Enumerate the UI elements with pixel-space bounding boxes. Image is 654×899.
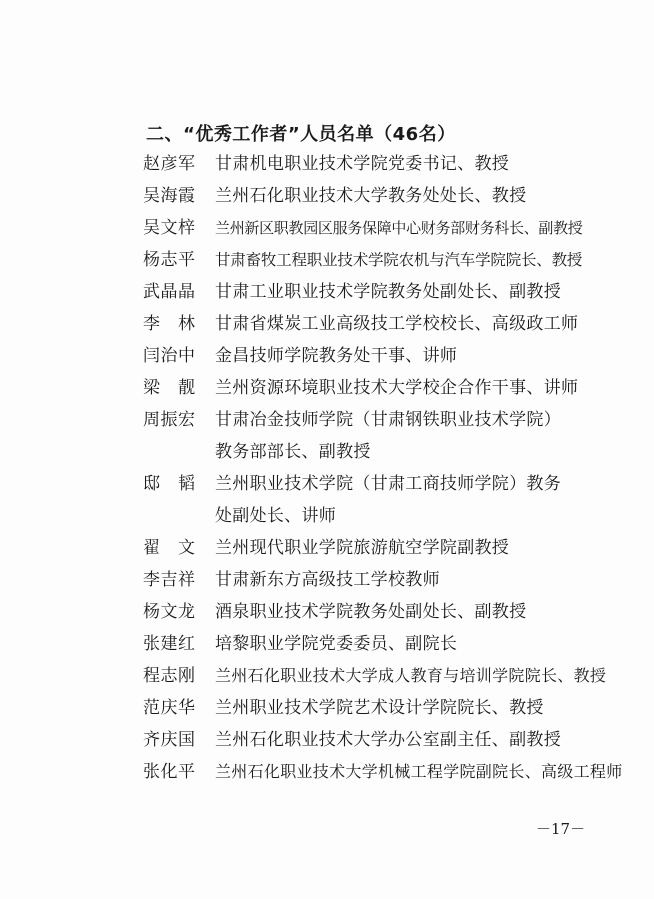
person-title: 甘肃畜牧工程职业技术学院农机与汽车学院院长、教授 bbox=[215, 251, 583, 269]
person-name: 邸 韬 bbox=[143, 474, 196, 494]
person-name: 程志刚 bbox=[143, 666, 196, 686]
person-title: 兰州石化职业技术大学机械工程学院副院长、高级工程师 bbox=[215, 762, 623, 781]
person-title: 培黎职业学院党委委员、副院长 bbox=[215, 634, 458, 654]
list-item bbox=[143, 276, 613, 308]
person-name: 齐庆国 bbox=[143, 730, 196, 750]
person-name: 武晶晶 bbox=[143, 282, 196, 302]
person-name: 杨志平 bbox=[143, 250, 196, 270]
person-title: 甘肃机电职业技术学院党委书记、教授 bbox=[215, 154, 510, 174]
awardee-list bbox=[143, 148, 623, 788]
person-title: 兰州石化职业技术大学办公室副主任、副教授 bbox=[215, 730, 561, 750]
list-item bbox=[143, 404, 613, 468]
person-title: 兰州现代职业学院旅游航空学院副教授 bbox=[215, 538, 510, 558]
list-item bbox=[143, 468, 613, 532]
person-name: 翟 文 bbox=[143, 538, 196, 558]
list-item bbox=[143, 212, 613, 244]
list-item bbox=[143, 596, 613, 628]
person-title: 甘肃新东方高级技工学校教师 bbox=[215, 570, 440, 590]
person-title: 兰州石化职业技术大学教务处处长、教授 bbox=[215, 186, 527, 206]
person-title: 金昌技师学院教务处干事、讲师 bbox=[215, 346, 458, 366]
person-title: 甘肃冶金技师学院（甘肃钢铁职业技术学院）教务部部长、副教授 bbox=[215, 410, 561, 462]
list-item bbox=[143, 660, 613, 692]
person-title: 甘肃省煤炭工业高级技工学校校长、高级政工师 bbox=[215, 314, 579, 334]
person-name: 杨文龙 bbox=[143, 602, 196, 622]
list-item bbox=[143, 308, 613, 340]
person-name: 李吉祥 bbox=[143, 570, 196, 590]
list-item bbox=[143, 756, 623, 788]
person-name: 周振宏 bbox=[143, 410, 196, 430]
list-item bbox=[143, 340, 613, 372]
person-name: 吴海霞 bbox=[143, 186, 196, 206]
list-item bbox=[143, 180, 613, 212]
person-title: 兰州石化职业技术大学成人教育与培训学院院长、教授 bbox=[215, 666, 607, 685]
list-item bbox=[143, 724, 613, 756]
person-name: 李 林 bbox=[143, 314, 196, 334]
person-name: 张化平 bbox=[143, 762, 196, 782]
section-heading: 二、“优秀工作者”人员名单（46名） bbox=[146, 124, 456, 145]
list-item bbox=[143, 372, 613, 404]
person-name: 赵彦军 bbox=[143, 154, 196, 174]
person-title: 酒泉职业技术学院教务处副处长、副教授 bbox=[215, 602, 527, 622]
person-title: 兰州职业技术学院艺术设计学院院长、教授 bbox=[215, 698, 544, 718]
person-name: 范庆华 bbox=[143, 698, 196, 718]
list-item bbox=[143, 564, 613, 596]
list-item bbox=[143, 532, 613, 564]
person-name: 梁 靓 bbox=[143, 378, 196, 398]
list-item bbox=[143, 244, 613, 276]
person-title: 甘肃工业职业技术学院教务处副处长、副教授 bbox=[215, 282, 561, 302]
list-item bbox=[143, 148, 613, 180]
list-item bbox=[143, 692, 613, 724]
page-number: －17－ bbox=[536, 820, 586, 838]
person-title: 兰州资源环境职业技术大学校企合作干事、讲师 bbox=[215, 378, 579, 398]
person-title: 兰州职业技术学院（甘肃工商技师学院）教务处副处长、讲师 bbox=[215, 474, 561, 526]
person-name: 张建红 bbox=[143, 634, 196, 654]
person-name: 吴文梓 bbox=[143, 218, 196, 238]
list-item bbox=[143, 628, 613, 660]
person-name: 闫治中 bbox=[143, 346, 196, 366]
person-title: 兰州新区职教园区服务保障中心财务部财务科长、副教授 bbox=[215, 219, 583, 237]
